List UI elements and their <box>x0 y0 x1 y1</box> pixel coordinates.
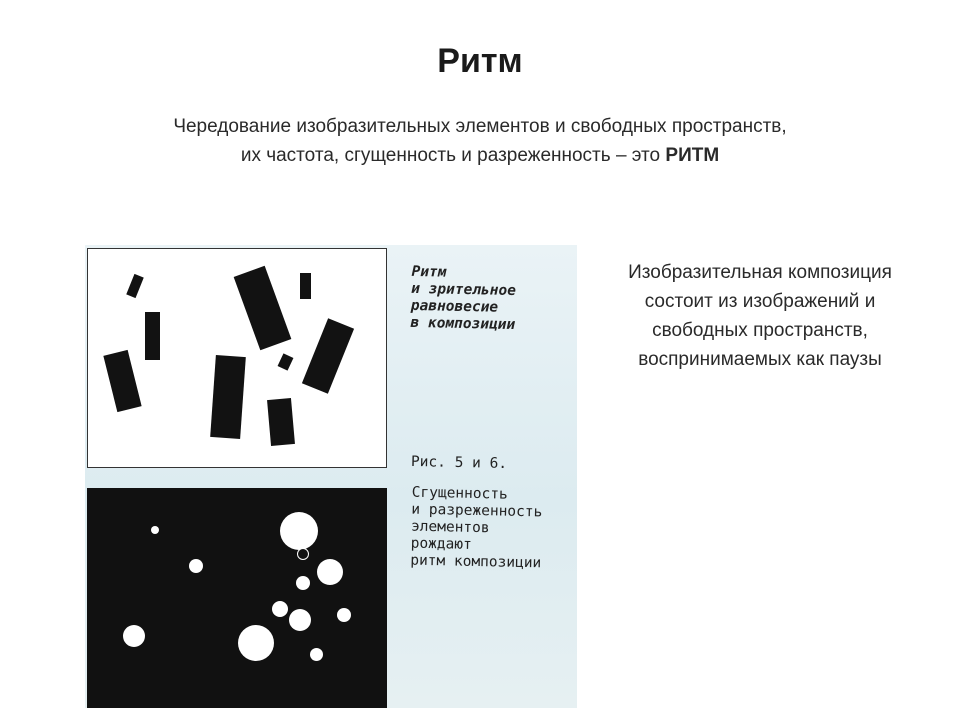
slide-title: Ритм <box>437 42 523 80</box>
subtitle-line-1: Чередование изобразительных элементов и свободных пространств, <box>173 116 787 137</box>
dark-rectangle <box>234 266 292 351</box>
white-circle <box>297 548 309 560</box>
white-circle <box>310 648 323 661</box>
dark-rectangle <box>210 355 246 439</box>
dark-rectangle <box>126 274 144 298</box>
figure-heading-caption: Ритм и зрительное равновесие в композиции <box>410 263 517 334</box>
dark-rectangle <box>300 273 311 299</box>
dark-rectangle <box>267 398 295 446</box>
dark-rectangle <box>145 312 160 360</box>
subtitle-line-2 <box>110 141 850 170</box>
dark-rectangle <box>278 353 294 370</box>
white-circle <box>189 559 203 573</box>
figure-body-caption: Сгущенность и разреженность элементов рождают ритм композиции <box>410 484 543 572</box>
white-circle <box>289 609 311 631</box>
white-circle <box>238 625 274 661</box>
white-circle <box>272 601 288 617</box>
white-circle <box>280 512 318 550</box>
textbook-scan-illustration <box>85 245 577 708</box>
white-circle <box>337 608 351 622</box>
side-description: Изобразительная композиция состоит из изображений и свободных пространств, воспринимаемых как паузы <box>628 262 892 370</box>
dark-rectangle <box>103 350 141 412</box>
white-circle <box>296 576 310 590</box>
rhythm-balance-figure <box>87 248 387 468</box>
slide-subtitle <box>110 112 850 170</box>
white-circle <box>151 526 159 534</box>
figure-reference: Рис. 5 и 6. <box>410 453 508 473</box>
density-figure <box>87 488 387 708</box>
white-circle <box>317 559 343 585</box>
subtitle-line-2-text: их частота, сгущенность и разреженность – это <box>240 145 661 166</box>
white-circle <box>123 625 145 647</box>
subtitle-emphasis: РИТМ <box>665 145 720 166</box>
dark-rectangle <box>302 318 354 393</box>
